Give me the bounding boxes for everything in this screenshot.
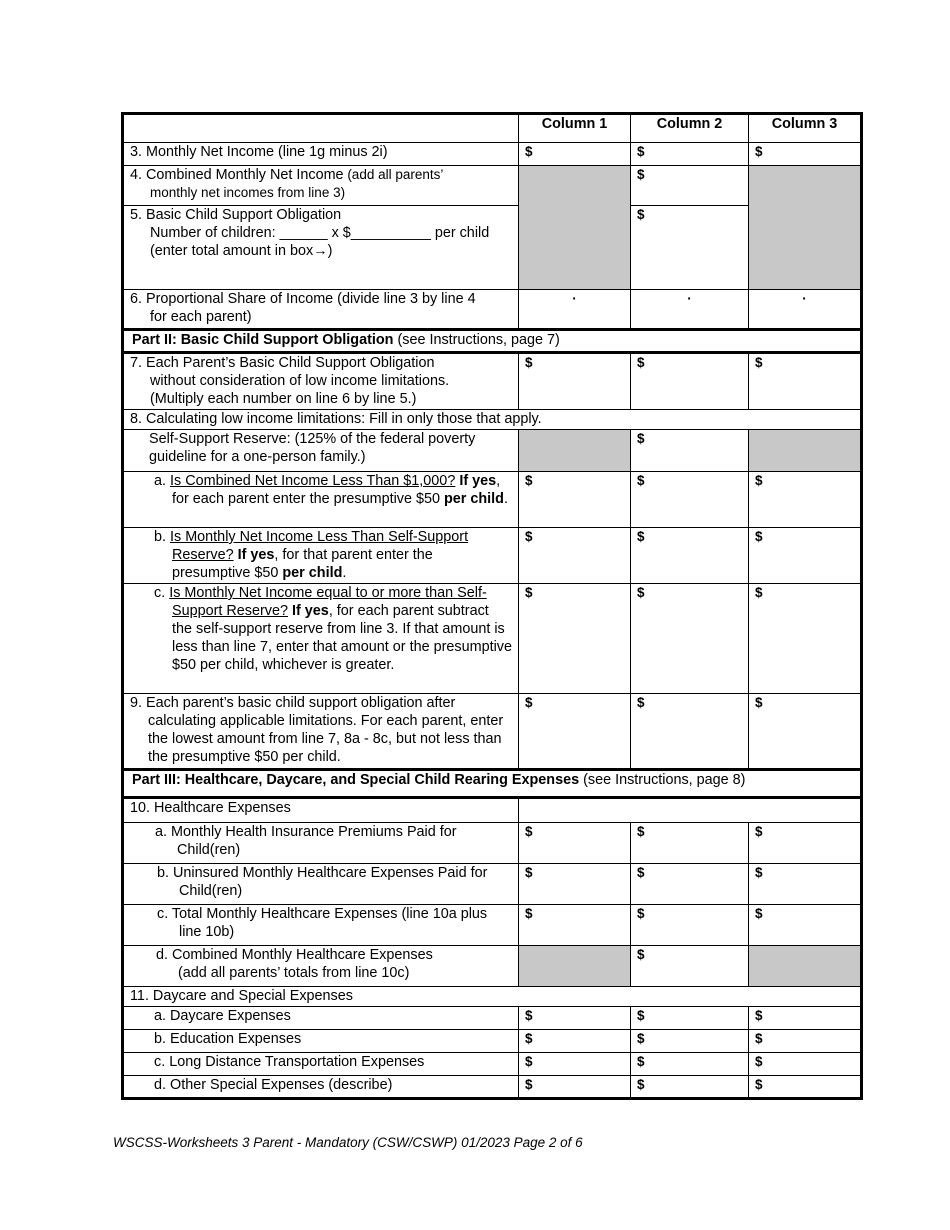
line-11b-col3[interactable] — [749, 1030, 862, 1053]
line-4-row — [123, 166, 862, 206]
line-10d-row — [123, 946, 862, 987]
line-8b-row — [123, 528, 862, 584]
line-8c-prefix: c. — [154, 585, 170, 601]
line-5-note: (enter total amount in box→) — [150, 243, 333, 259]
column-2-header: Column 2 — [631, 114, 749, 143]
line-6-col2[interactable] — [631, 290, 749, 330]
line-8a-per-child: per child — [444, 491, 504, 507]
line-11c-col1[interactable] — [519, 1053, 631, 1076]
line-10c-col1[interactable] — [519, 905, 631, 946]
dollar-sign: $ — [525, 144, 533, 159]
line-10d-note: (add all parents’ totals from line 10c) — [178, 965, 410, 981]
self-support-label: Self-Support Reserve: (125% of the federal poverty guideline for a one-person family.) — [123, 430, 519, 472]
line-10d-col2[interactable] — [631, 946, 749, 987]
dollar-sign: $ — [755, 1077, 763, 1092]
line-8c-question: Is Monthly Net Income equal to or more than Self-Support Reserve? — [169, 585, 487, 619]
line-4-label — [123, 166, 519, 206]
dollar-sign: $ — [755, 1054, 763, 1069]
line-11a-label: a. Daycare Expenses — [123, 1007, 519, 1030]
line-8b-prefix: b. — [154, 529, 170, 545]
line-10b-col2[interactable] — [631, 864, 749, 905]
line-10-blank — [519, 798, 862, 823]
dollar-sign: $ — [755, 865, 763, 880]
dollar-sign: $ — [637, 355, 645, 370]
line-8b-label — [123, 528, 519, 584]
decimal-point: · — [802, 291, 807, 306]
line-5-title: 5. Basic Child Support Obligation — [130, 207, 342, 223]
line-10c-col2[interactable] — [631, 905, 749, 946]
line-8-row — [123, 410, 862, 430]
dollar-sign: $ — [637, 1054, 645, 1069]
line-11d-row — [123, 1076, 862, 1099]
line-4-5-col1-shaded — [519, 166, 631, 290]
dollar-sign: $ — [525, 906, 533, 921]
line-11d-label: d. Other Special Expenses (describe) — [123, 1076, 519, 1099]
dollar-sign: $ — [637, 824, 645, 839]
line-9-label — [123, 694, 519, 770]
part-2-header — [123, 330, 862, 353]
line-8a-label — [123, 472, 519, 528]
dollar-sign: $ — [525, 1008, 533, 1023]
line-10c-row — [123, 905, 862, 946]
dollar-sign: $ — [637, 585, 645, 600]
line-11d-col1[interactable] — [519, 1076, 631, 1099]
line-11a-col2[interactable] — [631, 1007, 749, 1030]
line-6-label — [123, 290, 519, 330]
line-8a-text: , for each parent enter the presumptive $50 — [172, 473, 501, 507]
line-7-note-2: (Multiply each number on line 6 by line 5.) — [150, 391, 417, 407]
line-5-children: Number of children: ______ x $__________ per child — [150, 225, 490, 241]
decimal-point: · — [572, 291, 577, 306]
dollar-sign: $ — [525, 473, 533, 488]
line-11d-col3[interactable] — [749, 1076, 862, 1099]
line-3-row — [123, 143, 862, 166]
line-11d-col2[interactable] — [631, 1076, 749, 1099]
dollar-sign: $ — [755, 473, 763, 488]
part-3-instructions: (see Instructions, page 8) — [579, 772, 746, 788]
dollar-sign: $ — [525, 355, 533, 370]
line-8c-label — [123, 584, 519, 694]
line-11a-row — [123, 1007, 862, 1030]
line-3-col2[interactable] — [631, 143, 749, 166]
self-support-col3-shaded — [749, 430, 862, 472]
line-8a-col3[interactable] — [749, 472, 862, 528]
line-7-col2[interactable] — [631, 353, 749, 410]
dollar-sign: $ — [755, 529, 763, 544]
line-10a-col2[interactable] — [631, 823, 749, 864]
line-8b-col3[interactable] — [749, 528, 862, 584]
dollar-sign: $ — [637, 695, 645, 710]
line-6-title: 6. Proportional Share of Income (divide line 3 by line 4 — [130, 291, 476, 307]
line-8b-if-yes: If yes — [233, 547, 275, 563]
line-8b-text: , for that parent enter the presumptive $50 — [172, 547, 433, 581]
line-8a-col1[interactable] — [519, 472, 631, 528]
dollar-sign: $ — [525, 529, 533, 544]
line-3-col1[interactable] — [519, 143, 631, 166]
dollar-sign: $ — [637, 207, 645, 222]
line-8c-col2[interactable] — [631, 584, 749, 694]
line-4-5-col3-shaded — [749, 166, 862, 290]
line-10b-col3[interactable] — [749, 864, 862, 905]
line-10c-text: c. Total Monthly Healthcare Expenses (line 10a plus line 10b) — [157, 906, 488, 940]
line-7-note-1: without consideration of low income limitations. — [150, 373, 450, 389]
dollar-sign: $ — [755, 585, 763, 600]
line-8a-question: Is Combined Net Income Less Than $1,000? — [170, 473, 456, 489]
line-7-col3[interactable] — [749, 353, 862, 410]
line-11b-col2[interactable] — [631, 1030, 749, 1053]
dollar-sign: $ — [525, 824, 533, 839]
line-8a-prefix: a. — [154, 473, 170, 489]
dollar-sign: $ — [637, 167, 645, 182]
line-4-title: 4. Combined Monthly Net Income — [130, 167, 344, 183]
line-8b-col1[interactable] — [519, 528, 631, 584]
line-8b-col2[interactable] — [631, 528, 749, 584]
line-7-label — [123, 353, 519, 410]
dollar-sign: $ — [637, 1077, 645, 1092]
line-9-col1[interactable] — [519, 694, 631, 770]
line-10d-title: d. Combined Monthly Healthcare Expenses — [156, 947, 433, 963]
dollar-sign: $ — [637, 473, 645, 488]
line-10a-row — [123, 823, 862, 864]
line-8c-col1[interactable] — [519, 584, 631, 694]
dollar-sign: $ — [755, 1008, 763, 1023]
line-3-label: 3. Monthly Net Income (line 1g minus 2i) — [123, 143, 519, 166]
dollar-sign: $ — [637, 1031, 645, 1046]
line-4-note: (add all parents’ — [343, 167, 444, 182]
line-8a-row — [123, 472, 862, 528]
line-11c-row — [123, 1053, 862, 1076]
line-11-label: 11. Daycare and Special Expenses — [123, 987, 862, 1007]
dollar-sign: $ — [755, 144, 763, 159]
dollar-sign: $ — [525, 1054, 533, 1069]
part-3-title: Part III: Healthcare, Daycare, and Special Child Rearing Expenses — [132, 772, 580, 788]
line-10b-row — [123, 864, 862, 905]
line-8a-end: . — [503, 491, 508, 507]
line-10b-label — [123, 864, 519, 905]
line-7-row — [123, 353, 862, 410]
line-5-label — [123, 206, 519, 290]
line-10a-col3[interactable] — [749, 823, 862, 864]
part-2-title: Part II: Basic Child Support Obligation — [132, 332, 394, 348]
line-8c-text: , for each parent subtract the self-support reserve from line 3. If that amount is less than line 7, enter that amount or the presumptive $50 per child, whichever is greater. — [172, 603, 512, 673]
dollar-sign: $ — [637, 906, 645, 921]
line-10d-label — [123, 946, 519, 987]
line-6-row — [123, 290, 862, 330]
line-10a-label — [123, 823, 519, 864]
dollar-sign: $ — [637, 144, 645, 159]
line-9-col2[interactable] — [631, 694, 749, 770]
line-7-col1[interactable] — [519, 353, 631, 410]
column-3-header: Column 3 — [749, 114, 862, 143]
line-11c-col3[interactable] — [749, 1053, 862, 1076]
line-11-row — [123, 987, 862, 1007]
part-3-header — [123, 770, 862, 798]
header-row — [123, 114, 862, 143]
part-3-header-row — [123, 770, 862, 798]
dollar-sign: $ — [755, 824, 763, 839]
dollar-sign: $ — [637, 947, 645, 962]
line-6-note: for each parent) — [150, 309, 252, 325]
line-10-row — [123, 798, 862, 823]
line-5-col2[interactable] — [631, 206, 749, 290]
line-8a-col2[interactable] — [631, 472, 749, 528]
line-8b-end: . — [342, 565, 347, 581]
line-11c-label: c. Long Distance Transportation Expenses — [123, 1053, 519, 1076]
line-10a-col1[interactable] — [519, 823, 631, 864]
line-10c-col3[interactable] — [749, 905, 862, 946]
dollar-sign: $ — [637, 1008, 645, 1023]
dollar-sign: $ — [755, 695, 763, 710]
line-10d-col3-shaded — [749, 946, 862, 987]
line-8c-row — [123, 584, 862, 694]
dollar-sign: $ — [755, 355, 763, 370]
dollar-sign: $ — [525, 1077, 533, 1092]
line-3-col3[interactable] — [749, 143, 862, 166]
line-8c-col3[interactable] — [749, 584, 862, 694]
dollar-sign: $ — [755, 906, 763, 921]
line-11b-label: b. Education Expenses — [123, 1030, 519, 1053]
line-11c-col2[interactable] — [631, 1053, 749, 1076]
self-support-row — [123, 430, 862, 472]
line-10c-label — [123, 905, 519, 946]
dollar-sign: $ — [637, 431, 645, 446]
line-4-note-2: monthly net incomes from line 3) — [150, 185, 346, 200]
line-6-col1[interactable] — [519, 290, 631, 330]
worksheet-page — [121, 112, 860, 1100]
part-2-header-row — [123, 330, 862, 353]
decimal-point: · — [687, 291, 692, 306]
dollar-sign: $ — [525, 585, 533, 600]
self-support-col1-shaded — [519, 430, 631, 472]
line-8b-per-child: per child — [282, 565, 343, 581]
dollar-sign: $ — [755, 1031, 763, 1046]
dollar-sign: $ — [637, 529, 645, 544]
column-1-header: Column 1 — [519, 114, 631, 143]
dollar-sign: $ — [525, 1031, 533, 1046]
line-10a-text: a. Monthly Health Insurance Premiums Paid for Child(ren) — [155, 824, 457, 858]
self-support-col2[interactable] — [631, 430, 749, 472]
line-11a-col3[interactable] — [749, 1007, 862, 1030]
dollar-sign: $ — [525, 865, 533, 880]
worksheet-table — [121, 112, 863, 1100]
line-10d-col1-shaded — [519, 946, 631, 987]
line-9-col3[interactable] — [749, 694, 862, 770]
line-9-row — [123, 694, 862, 770]
line-9-text: 9. Each parent’s basic child support obligation after calculating applicable limitations. For each parent, enter the lowest amount from line 7, 8a - 8c, but not less than the presumptive $50 per child. — [130, 695, 504, 765]
line-7-title: 7. Each Parent’s Basic Child Support Obligation — [130, 355, 435, 371]
line-8c-if-yes: If yes — [288, 603, 329, 619]
dollar-sign: $ — [637, 865, 645, 880]
line-11b-row — [123, 1030, 862, 1053]
line-6-col3[interactable] — [749, 290, 862, 330]
line-8b-question: Is Monthly Net Income Less Than Self-Support Reserve? — [170, 529, 469, 563]
header-blank — [123, 114, 519, 143]
line-11b-col1[interactable] — [519, 1030, 631, 1053]
line-10b-col1[interactable] — [519, 864, 631, 905]
part-2-instructions: (see Instructions, page 7) — [393, 332, 560, 348]
dollar-sign: $ — [525, 695, 533, 710]
line-8a-if-yes: If yes — [455, 473, 497, 489]
line-4-col2[interactable] — [631, 166, 749, 206]
page-footer: WSCSS-Worksheets 3 Parent - Mandatory (CSW/CSWP) 01/2023 Page 2 of 6 — [113, 1135, 583, 1150]
line-10-label: 10. Healthcare Expenses — [123, 798, 519, 823]
line-8-label: 8. Calculating low income limitations: Fill in only those that apply. — [123, 410, 862, 430]
line-10b-text: b. Uninsured Monthly Healthcare Expenses Paid for Child(ren) — [157, 865, 488, 899]
line-11a-col1[interactable] — [519, 1007, 631, 1030]
